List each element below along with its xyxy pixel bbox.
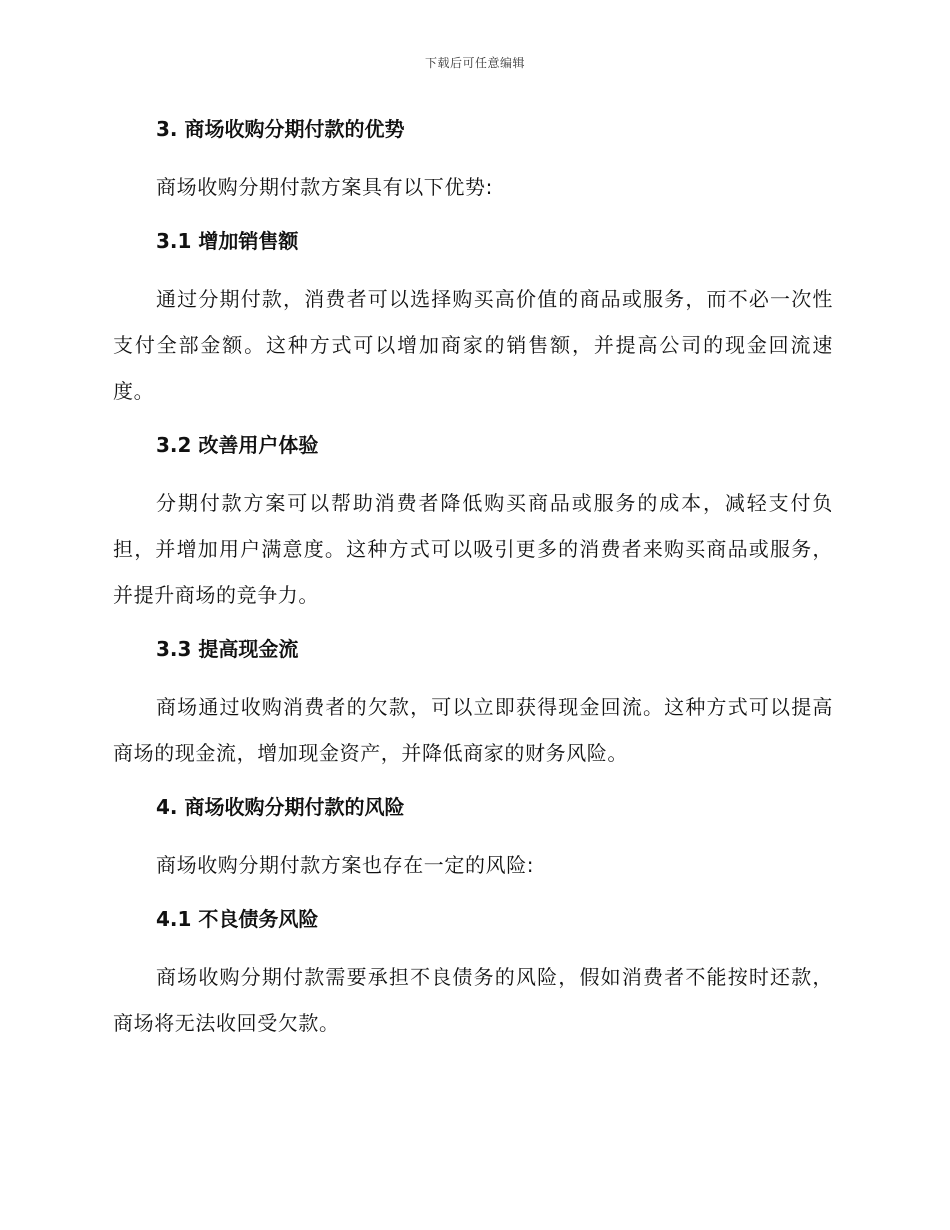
document-body — [113, 108, 833, 1046]
section-3-2-body: 分期付款方案可以帮助消费者降低购买商品或服务的成本，减轻支付负担，并增加用户满意度。这种方式可以吸引更多的消费者来购买商品或服务，并提升商场的竞争力。 — [113, 491, 833, 607]
section-3-intro: 商场收购分期付款方案具有以下优势: — [156, 175, 493, 199]
section-4-heading: 4. 商场收购分期付款的风险 — [156, 795, 405, 819]
section-4-1-heading: 4.1 不良债务风险 — [156, 907, 319, 931]
section-3-1-heading: 3.1 增加销售额 — [156, 229, 299, 253]
section-3-3-body: 商场通过收购消费者的欠款，可以立即获得现金回流。这种方式可以提高商场的现金流，增加现金资产，并降低商家的财务风险。 — [113, 695, 833, 765]
section-3-2-heading: 3.2 改善用户体验 — [156, 433, 319, 457]
section-3-heading: 3. 商场收购分期付款的优势 — [156, 117, 405, 141]
section-3-3-heading: 3.3 提高现金流 — [156, 637, 299, 661]
section-3-1-body: 通过分期付款，消费者可以选择购买高价值的商品或服务，而不必一次性支付全部金额。这种方式可以增加商家的销售额，并提高公司的现金回流速度。 — [113, 287, 833, 403]
section-4-intro: 商场收购分期付款方案也存在一定的风险: — [156, 853, 535, 877]
page-header: 下载后可任意编辑 — [424, 56, 525, 70]
section-4-1-body: 商场收购分期付款需要承担不良债务的风险，假如消费者不能按时还款，商场将无法收回受欠款。 — [113, 965, 833, 1035]
